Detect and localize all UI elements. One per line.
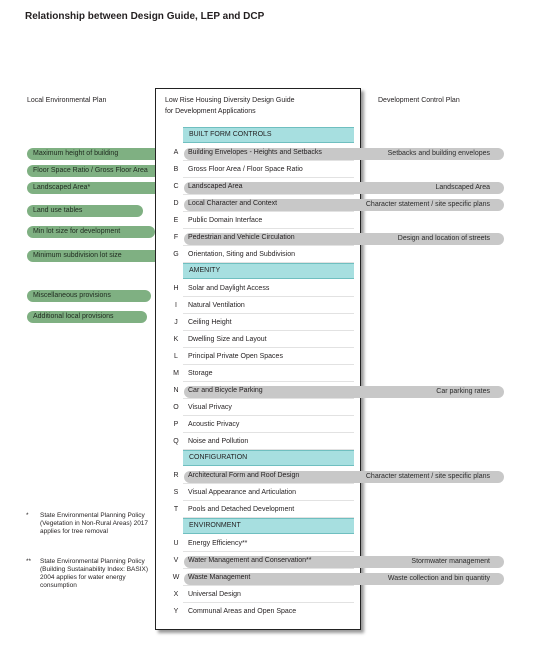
- guide-row: [156, 230, 358, 246]
- row-label: Solar and Daylight Access: [188, 285, 270, 292]
- lep-item: Landscaped Area*: [27, 182, 182, 194]
- dcp-item: Setbacks and building envelopes: [184, 148, 504, 160]
- lep-item: Min lot size for development: [27, 226, 155, 238]
- guide-row: [156, 162, 358, 178]
- dcp-item: Design and location of streets: [184, 233, 504, 245]
- row-label: Building Envelopes - Heights and Setbacks: [188, 149, 322, 156]
- row-label: Ceiling Height: [188, 319, 232, 326]
- guide-row: [156, 332, 358, 348]
- row-label: Local Character and Context: [188, 200, 278, 207]
- lep-item: Maximum height of building: [27, 148, 182, 160]
- guide-row: [156, 366, 358, 382]
- lep-item: Floor Space Ratio / Gross Floor Area: [27, 165, 182, 177]
- guide-row: [156, 536, 358, 552]
- row-code: G: [173, 251, 179, 258]
- lep-item: Miscellaneous provisions: [27, 290, 151, 302]
- page-title: Relationship between Design Guide, LEP and DCP: [25, 11, 265, 22]
- row-code: B: [173, 166, 179, 173]
- guide-row: [156, 196, 358, 212]
- guide-row: [156, 553, 358, 569]
- row-code: W: [172, 574, 180, 581]
- lep-item: Minimum subdivision lot size: [27, 250, 182, 262]
- section-header: ENVIRONMENT: [183, 518, 354, 534]
- row-label: Acoustic Privacy: [188, 421, 240, 428]
- guide-row: [156, 434, 358, 450]
- lep-item: Land use tables: [27, 205, 143, 217]
- row-code: Y: [173, 608, 179, 615]
- guide-row: [156, 485, 358, 501]
- guide-row: [156, 502, 358, 518]
- row-label: Visual Privacy: [188, 404, 232, 411]
- row-code: M: [173, 370, 179, 377]
- dcp-column-header: Development Control Plan: [378, 97, 460, 104]
- dcp-item: Character statement / site specific plans: [184, 199, 504, 211]
- row-code: L: [174, 353, 178, 360]
- row-label: Public Domain Interface: [188, 217, 263, 224]
- row-code: S: [173, 489, 179, 496]
- guide-row: [156, 247, 358, 263]
- row-label: Orientation, Siting and Subdivision: [188, 251, 296, 258]
- row-label: Natural Ventilation: [188, 302, 245, 309]
- section-header: CONFIGURATION: [183, 450, 354, 466]
- dcp-item: Stormwater management: [184, 556, 504, 568]
- guide-row: [156, 570, 358, 586]
- row-label: Energy Efficiency**: [188, 540, 248, 547]
- row-code: K: [173, 336, 179, 343]
- row-code: R: [173, 472, 179, 479]
- row-label: Gross Floor Area / Floor Space Ratio: [188, 166, 303, 173]
- dcp-item: Character statement / site specific plans: [184, 471, 504, 483]
- row-code: F: [173, 234, 179, 241]
- row-label: Landscaped Area: [188, 183, 243, 190]
- guide-row: [156, 315, 358, 331]
- row-label: Pools and Detached Development: [188, 506, 295, 513]
- row-label: Principal Private Open Spaces: [188, 353, 283, 360]
- row-code: I: [175, 302, 177, 309]
- dcp-item: Landscaped Area: [184, 182, 504, 194]
- guide-row: [156, 281, 358, 297]
- lep-column-header: Local Environmental Plan: [27, 97, 107, 104]
- guide-row: [156, 179, 358, 195]
- row-label: Noise and Pollution: [188, 438, 249, 445]
- row-label: Universal Design: [188, 591, 241, 598]
- guide-row: [156, 145, 358, 161]
- row-label: Pedestrian and Vehicle Circulation: [188, 234, 295, 241]
- dcp-item: Car parking rates: [184, 386, 504, 398]
- dcp-item: Waste collection and bin quantity: [184, 573, 504, 585]
- row-code: U: [173, 540, 179, 547]
- guide-row: [156, 213, 358, 229]
- guide-row: [156, 417, 358, 433]
- row-label: Water Management and Conservation**: [188, 557, 312, 564]
- row-code: D: [173, 200, 179, 207]
- lep-item: Additional local provisions: [27, 311, 147, 323]
- design-guide-header: Low Rise Housing Diversity Design Guide for Development Applications: [165, 97, 295, 115]
- row-label: Architectural Form and Roof Design: [188, 472, 300, 479]
- guide-row: [156, 468, 358, 484]
- guide-row: [156, 400, 358, 416]
- guide-row: [156, 349, 358, 365]
- row-code: H: [173, 285, 179, 292]
- row-code: Q: [173, 438, 179, 445]
- row-label: Dwelling Size and Layout: [188, 336, 267, 343]
- row-code: P: [173, 421, 179, 428]
- guide-row: [156, 604, 358, 620]
- row-label: Visual Appearance and Articulation: [188, 489, 297, 496]
- row-code: J: [174, 319, 178, 326]
- row-code: T: [173, 506, 179, 513]
- row-label: Communal Areas and Open Space: [188, 608, 297, 615]
- section-header: BUILT FORM CONTROLS: [183, 127, 354, 143]
- row-code: C: [173, 183, 179, 190]
- row-code: V: [173, 557, 179, 564]
- guide-row: [156, 298, 358, 314]
- row-label: Car and Bicycle Parking: [188, 387, 263, 394]
- row-code: O: [173, 404, 179, 411]
- row-code: N: [173, 387, 179, 394]
- section-header: AMENITY: [183, 263, 354, 279]
- row-code: E: [173, 217, 179, 224]
- guide-row: [156, 587, 358, 603]
- row-code: A: [173, 149, 179, 156]
- guide-row: [156, 383, 358, 399]
- row-label: Storage: [188, 370, 213, 377]
- row-code: X: [173, 591, 179, 598]
- row-label: Waste Management: [188, 574, 251, 581]
